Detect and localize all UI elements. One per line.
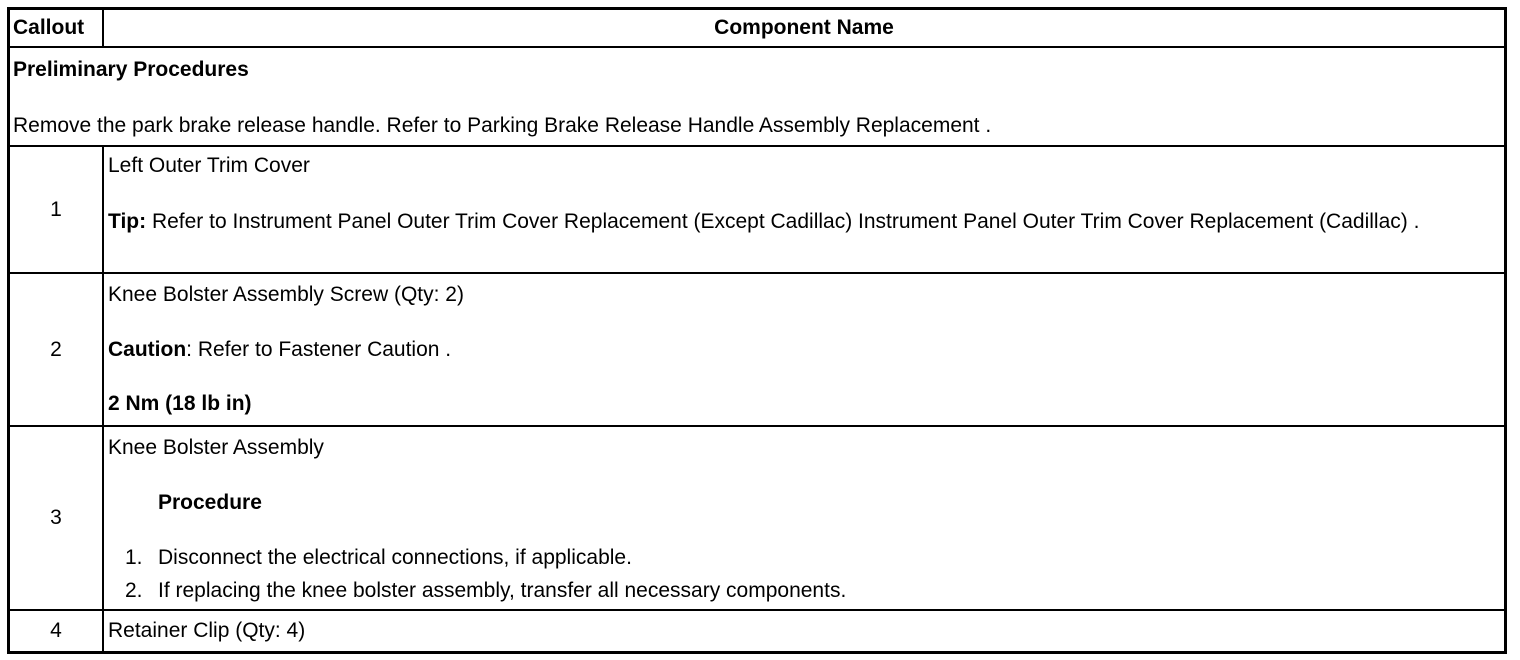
callout-number: 4 <box>50 619 62 642</box>
callout-header: Callout <box>13 16 85 39</box>
torque-spec: 2 Nm (18 lb in) <box>108 392 252 415</box>
table-row <box>10 427 1504 609</box>
table-row <box>10 274 1504 425</box>
component-name: Left Outer Trim Cover <box>108 154 310 177</box>
header-row <box>10 10 1504 46</box>
component-name: Knee Bolster Assembly Screw (Qty: 2) <box>108 283 464 306</box>
caution-note <box>108 337 451 363</box>
component-name-header: Component Name <box>714 16 894 39</box>
component-name: Knee Bolster Assembly <box>108 436 324 459</box>
preliminary-row <box>10 48 1504 145</box>
preliminary-text: Remove the park brake release handle. Refer to Parking Brake Release Handle Assembly Replacement . <box>13 114 992 137</box>
table-row <box>10 147 1504 272</box>
callout-number: 1 <box>50 197 62 221</box>
procedure-step-text: Disconnect the electrical connections, if applicable. <box>158 546 632 569</box>
procedure-step-text: If replacing the knee bolster assembly, transfer all necessary components. <box>158 579 847 602</box>
table-row <box>10 611 1504 651</box>
callout-number: 3 <box>50 506 62 529</box>
component-name: Retainer Clip (Qty: 4) <box>108 619 306 642</box>
caution-text: : Refer to Fastener Caution . <box>186 338 452 361</box>
caution-label: Caution <box>108 338 187 361</box>
component-table <box>7 7 1507 654</box>
preliminary-title: Preliminary Procedures <box>13 58 249 81</box>
procedure-step-number: 2. <box>125 579 143 602</box>
procedure-title: Procedure <box>158 491 262 514</box>
callout-number: 2 <box>50 337 62 361</box>
procedure-step-number: 1. <box>125 546 143 569</box>
tip-text: Refer to Instrument Panel Outer Trim Cover Replacement (Except Cadillac) Instrument Panel Outer Trim Cover Replacement (Cadillac) . <box>146 210 1420 233</box>
tip-label: Tip: <box>108 210 147 233</box>
tip-note <box>108 209 1496 235</box>
